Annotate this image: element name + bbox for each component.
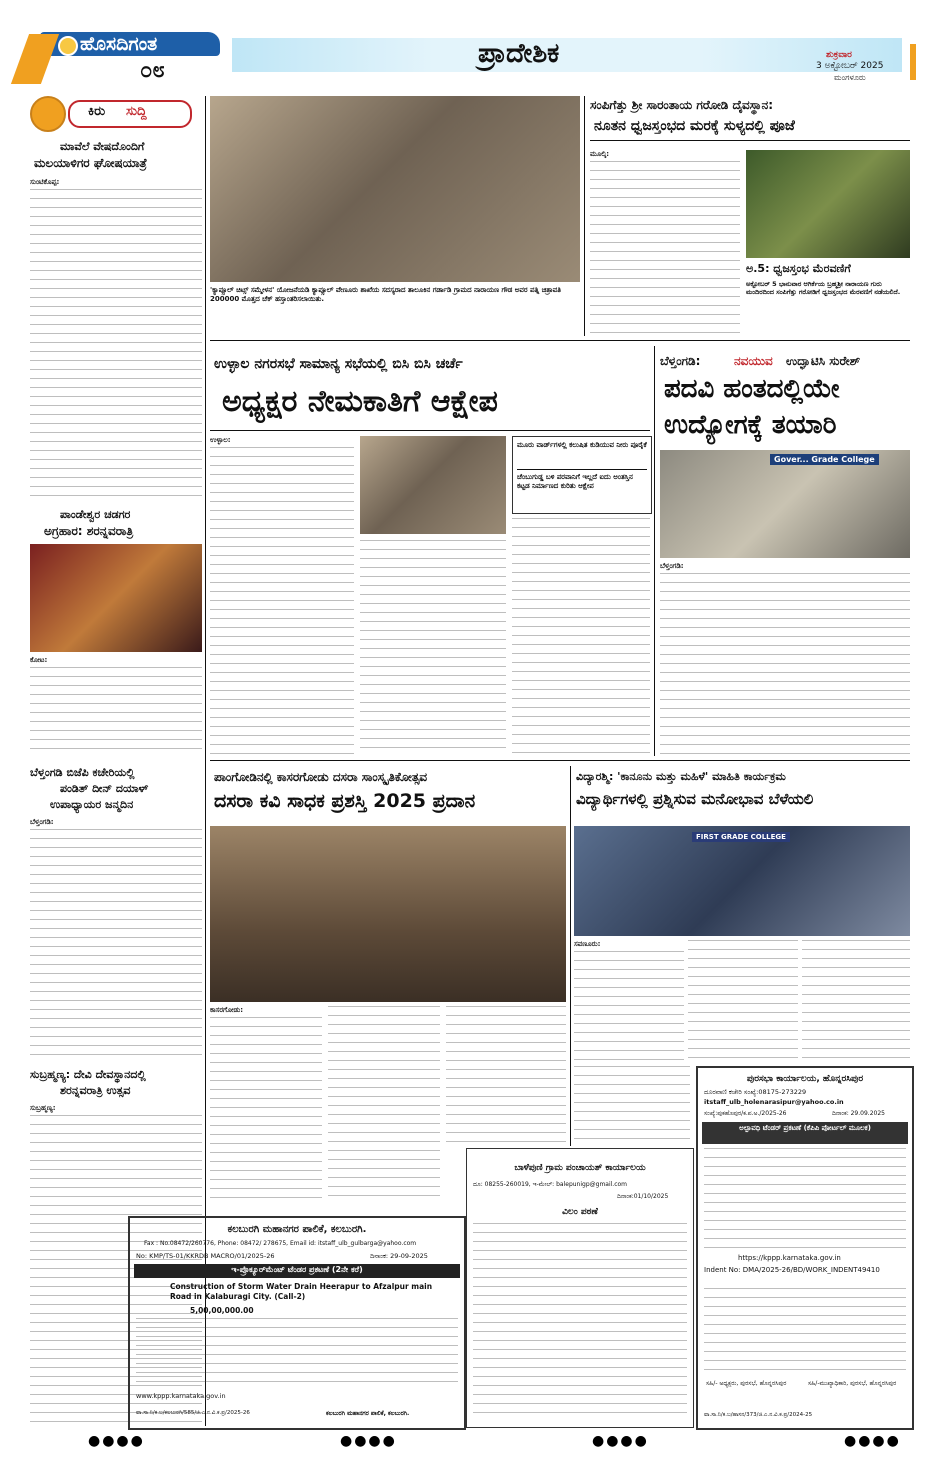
ad-honnalli-sign-right: ಸಹಿ/-ಮುಖ್ಯಾಧಿಕಾರಿ, ಪುರಸಭೆ, ಹೊನ್ನರಸಿಪುರ <box>808 1380 897 1387</box>
ullal-headline: ಅಧ್ಯಕ್ಷರ ನೇಮಕಾತಿಗೆ ಆಕ್ಷೇಪ <box>222 384 498 419</box>
footer-dots-3: ●●●● <box>592 1433 649 1449</box>
left-story3-dateline: ಬೆಳ್ತಂಗಡಿ: <box>30 818 54 826</box>
ad-honnalli-text-a <box>704 1148 906 1252</box>
kirusuddi-header <box>30 96 198 130</box>
ad-honnalli-date: ದಿನಾಂಕ: 29.09.2025 <box>832 1110 885 1117</box>
top-center-divider <box>584 96 585 336</box>
ad-honnalli-sign-left: ಸಹಿ/- ಅಧ್ಯಕ್ಷರು, ಪುರಸಭೆ, ಹೊನ್ನರಸಿಪುರ <box>706 1380 787 1387</box>
ad-kalaburagi-contact: Fax : No.08472/260776, Phone: 08472/ 278675, Email id: itstaff_ulb_gulbarga@yahoo.com <box>144 1240 417 1247</box>
left-story1-body <box>30 178 202 496</box>
ad-honnalli-title: ಪುರಸಭಾ ಕಾರ್ಯಾಲಯ, ಹೊನ್ನರಸಿಪುರ <box>746 1074 864 1084</box>
left-story1-title-l2: ಮಲಯಾಳಿಗರ ಘೋಷಯಾತ್ರೆ <box>34 156 148 170</box>
ullal-right-divider <box>654 346 655 756</box>
left-story2-text <box>30 667 202 756</box>
ullal-bullet-1: ಮೂರು ವಾರ್ಡ್‌ಗಳಲ್ಲಿ ಕಲುಷಿತ ಕುಡಿಯುವ ನೀರು ಪೂರೈಕೆ <box>517 441 647 449</box>
left-story1-title-l1: ಮಾವೆಲೆ ವೇಷದೊಂದಿಗೆ <box>60 140 145 153</box>
place-label: ಮಂಗಳೂರು <box>834 73 866 82</box>
logo-text: ಹೊಸದಿಗಂತ <box>80 33 158 55</box>
top-right-title-underline <box>590 140 910 141</box>
belthangady-photo-banner: Gover... Grade College <box>770 454 879 465</box>
ad-kalaburagi-text <box>136 1318 458 1390</box>
ullal-body-col3 <box>512 518 650 754</box>
belthangady-headline-l1: ಪದವಿ ಹಂತದಲ್ಲಿಯೇ <box>664 374 840 404</box>
masthead-side-bar <box>910 44 916 80</box>
left-story3-text <box>30 829 202 1056</box>
left-story2-photo <box>30 544 202 652</box>
dasara-body-col2 <box>328 1006 440 1202</box>
ad-honnalli-website: https://kppp.karnataka.gov.in <box>738 1254 841 1262</box>
left-story3-title-l2: ಪಂಡಿತ್ ದೀನ್ ದಯಾಳ್ <box>60 782 149 795</box>
left-story3-title-l3: ಉಪಾಧ್ಯಾಯರ ಜನ್ಮದಿನ <box>50 798 134 811</box>
ullal-bullet-2: ಚೆಂಬುಗುಡ್ಡ ಬಳಿ ಪರವಾನಿಗೆ ಇಲ್ಲದೆ ಐದು ಅಂತಸ್ತಿನ ಕಟ್ಟಡ ನಿರ್ಮಾಣದ ಕುರಿತು ಆಕ್ಷೇಪ <box>517 473 633 490</box>
vidyarthi-body-col1 <box>574 940 684 1062</box>
page-number: ೦೮ <box>140 58 165 83</box>
vidyarthi-kicker: ವಿದ್ಯಾರಶ್ಮಿ: 'ಕಾನೂನು ಮತ್ತು ಮಹಿಳೆ' ಮಾಹಿತಿ ಕಾರ್ಯಕ್ರಮ <box>576 770 786 783</box>
vidyarthi-photo <box>574 826 910 936</box>
row2-divider <box>210 760 910 761</box>
ad-kalaburagi-footer-ref: ವಾ.ಸಾ.ನಿ/ಕ.ಬ/ಕಲಬುರಗಿ/585/ಜಿ.ಎ.ನ.ವಿ.ಕ.ಪ್ರ/2025-26 <box>136 1410 250 1416</box>
top-right-text <box>590 161 740 336</box>
belthangady-kicker-a: ಬೆಳ್ತಂಗಡಿ: <box>660 354 701 368</box>
section-title: ಪ್ರಾದೇಶಿಕ <box>478 38 560 69</box>
ullal-body-col2 <box>360 540 506 754</box>
belthangady-photo <box>660 450 910 558</box>
ad-honnalli-email: itstaff_ulb_holenarasipur@yahoo.co.in <box>704 1098 844 1106</box>
dasara-body-col3 <box>446 1006 566 1142</box>
left-story1-dateline: ಸುಂಟಿಕೊಪ್ಪ: <box>30 178 60 186</box>
ad-panchayat-title: ಬಾಳೆಪುಣಿ ಗ್ರಾಮ ಪಂಚಾಯತ್ ಕಾರ್ಯಾಲಯ <box>514 1163 646 1173</box>
footer-dots-1: ●●●● <box>88 1433 145 1449</box>
vidyarthi-headline: ವಿದ್ಯಾರ್ಥಿಗಳಲ್ಲಿ ಪ್ರಶ್ನಿಸುವ ಮನೋಭಾವ ಬೆಳೆಯಲಿ <box>576 790 814 808</box>
left-story4-dateline: ಸುಬ್ರಹ್ಮಣ್ಯ: <box>30 1104 56 1112</box>
ad-panchayat-subtitle: ವಿಲಂ ಪಠಣೆ <box>562 1207 598 1217</box>
ullal-bullets <box>512 436 652 514</box>
top-center-caption: 'ಕ್ಯಾಪ್ಸೂಲ್ ಚಿಟ್ಸ್ ಸಮ್ಮೇಳನ' ಯೋಜನೆಯಡಿ ಕ್ಯಾಪ್ಸೂಲ್ ವೇಣೂರು ಶಾಖೆಯ ಸದಸ್ಯರಾದ ತಾಲೂಕಿನ ಗರ್ಡಾಡಿ ಗ್ರಾಮದ ನಾರಾಯಣ ಗೌಡ ಅವರ ಪತ್ನಿ ಚಿತ್ರಾವತಿ 200000 ಮೊತ್ತದ ಚೆಕ್ ಹಸ್ತಾಂತರಿಸಲಾಯಿತು. <box>210 286 562 303</box>
top-right-photo-caption-body: ಅಕ್ಟೋಬರ್ 5 ಭಾನುವಾರ ಆಗಿರ್ಕೆಯ ಬ್ರಹ್ಮಶ್ರೀ ನಾರಾಯಣ ಗುರು ಮಂದಿರದಿಂದ ಸಂಪಿಗೆತ್ತು ಗರೋಡಿಗೆ ಧ್ವಜಸ್ತಂಭದ ಮೆರವಣಿಗೆ ನಡೆಯಲಿದೆ. <box>746 280 901 296</box>
kirusuddi-label-b: ಸುದ್ದಿ <box>126 104 147 119</box>
ad-kalaburagi-ref: No: KMP/TS-01/KKRDB MACRO/01/2025-26 <box>136 1252 275 1260</box>
ad-honnalli-ref: ಸಂಖ್ಯೆ:ಪುಕಹೊಪುರ/ಕ.ಪ.ಅ./2025-26 <box>704 1110 787 1117</box>
ad-honnalli-indent: Indent No: DMA/2025-26/BD/WORK_INDENT49410 <box>704 1266 880 1274</box>
ad-kalaburagi-work: Construction of Storm Water Drain Heerapur to Afzalpur main Road in Kalaburagi City. (Call-2) <box>170 1282 433 1301</box>
ad-panchayat-contact: ದೂ: 08255-260019, ಇ-ಮೇಲ್: balepunigp@gmail.com <box>473 1181 628 1188</box>
ad-panchayat <box>466 1148 694 1428</box>
top-center-photo <box>210 96 580 282</box>
ad-panchayat-date: ದಿನಾಂಕ:01/10/2025 <box>617 1193 669 1200</box>
left-story2-body <box>30 656 202 756</box>
left-story4-title-l1: ಸುಬ್ರಹ್ಮಣ್ಯ: ದೇವಿ ದೇವಸ್ಥಾನದಲ್ಲಿ <box>30 1068 146 1081</box>
ad-panchayat-text <box>473 1223 687 1421</box>
ullal-bullet-divider <box>517 469 647 470</box>
ullal-dateline: ಉಳ್ಳಾಲ: <box>210 436 231 444</box>
vidyarthi-photo-banner: FIRST GRADE COLLEGE <box>692 832 790 842</box>
belthangady-body <box>660 562 910 756</box>
ullal-text-col1 <box>210 447 354 754</box>
vidyarthi-body-col2 <box>688 940 798 1062</box>
ad-honnalli-contact: ದೂರವಾಣಿ ಕಚೇರಿ ಸಂಖ್ಯೆ:08175-273229 <box>704 1088 807 1096</box>
vidyarthi-text-col1 <box>574 951 684 1062</box>
vidyarthi-continuation <box>574 1066 690 1142</box>
left-story4-title-l2: ಶರನ್ನವರಾತ್ರಿ ಉತ್ಸವ <box>60 1084 131 1097</box>
footer-dots-4: ●●●● <box>844 1433 901 1449</box>
left-story2-title-l2: ಅಗ್ರಹಾರ: ಶರನ್ನವರಾತ್ರಿ <box>44 524 134 538</box>
belthangady-text <box>660 573 910 756</box>
belthangady-kicker-c: ಉದ್ಘಾಟಿಸಿ ಸುರೇಶ್ <box>786 354 861 368</box>
belthangady-dateline: ಬೆಳ್ತಂಗಡಿ: <box>660 562 684 570</box>
ad-honnalli-footer-ref: ವಾ.ಸಾ.ನಿ/ಕ.ಬ/ಹಾಸನ/373/ಜಿ.ಎ.ನ.ವಿ.ಕ.ಪ್ರ/2024-25 <box>704 1412 813 1418</box>
dasara-dateline: ಕಾಸರಗೋಡು: <box>210 1006 244 1014</box>
vidyarthi-dateline: ಸವಣೂರು: <box>574 940 601 948</box>
dasara-body-col1 <box>210 1006 322 1202</box>
section-banner <box>232 38 902 72</box>
dasara-kicker: ಪಾಂಗೋಡಿನಲ್ಲಿ ಕಾಸರಗೋಡು ದಸರಾ ಸಾಂಸ್ಕೃತಿಕೋತ್ಸವ <box>214 770 428 784</box>
vidyarthi-body-col3 <box>802 940 910 1062</box>
ad-honnalli <box>696 1066 914 1430</box>
top-right-photo-caption-title: ಅ.5: ಧ್ವಜಸ್ತಂಭ ಮೆರವಣಿಗೆ <box>746 262 851 275</box>
masthead <box>0 0 945 90</box>
ad-kalaburagi-ref-date: ದಿನಾಂಕ: 29-09-2025 <box>370 1252 428 1260</box>
top-right-body <box>590 150 740 336</box>
logo-orange-stripe <box>11 34 59 84</box>
top-right-dateline: ಮೂಲ್ಕಿ: <box>590 150 610 158</box>
dasara-right-divider <box>570 766 571 1146</box>
ad-kalaburagi-signature: ಕಲಬುರಗಿ ಮಹಾನಗರ ಪಾಲಿಕೆ, ಕಲಬುರಗಿ. <box>326 1410 410 1417</box>
left-story3-title-l1: ಬೆಳ್ತಂಗಡಿ ಬಿಜೆಪಿ ಕಚೇರಿಯಲ್ಲಿ <box>30 766 135 779</box>
ad-honnalli-text-b <box>704 1288 906 1378</box>
kirusuddi-label-a: ಕಿರು <box>88 104 106 119</box>
day-label: ಶುಕ್ರವಾರ <box>826 50 852 60</box>
left-story1-text <box>30 189 202 496</box>
dasara-headline: ದಸರಾ ಕವಿ ಸಾಧಕ ಪ್ರಶಸ್ತಿ 2025 ಪ್ರದಾನ <box>214 790 476 812</box>
left-story2-dateline: ಕೋಟ: <box>30 656 48 664</box>
belthangady-kicker-b: ನವಯುವ <box>734 354 773 368</box>
row1-divider <box>210 340 910 341</box>
top-right-title-l1: ಸಂಪಿಗೆತ್ತು ಶ್ರೀ ಸಾರಂತಾಯ ಗರೋಡಿ ದೈವಸ್ಥಾನ: <box>590 98 774 112</box>
left-story2-title-l1: ಪಾಂಡೇಶ್ವರ ಚಡಗರ <box>60 508 131 521</box>
dasara-text-col1 <box>210 1017 322 1202</box>
ullal-kicker: ಉಳ್ಳಾಲ ನಗರಸಭೆ ಸಾಮಾನ್ಯ ಸಭೆಯಲ್ಲಿ ಬಿಸಿ ಬಿಸಿ ಚರ್ಚೆ <box>214 356 463 372</box>
top-right-photo <box>746 150 910 258</box>
date-label: 3 ಅಕ್ಟೋಬರ್ 2025 <box>816 61 884 71</box>
ad-kalaburagi-amount: 5,00,00,000.00 <box>190 1306 254 1315</box>
hand-icon <box>30 96 66 132</box>
ad-kalaburagi-subtitle: ಇ-ಪ್ರೊಕ್ಯೂರ್‌ಮೆಂಟ್ ಟೆಂಡರ ಪ್ರಕಟಣೆ (2ನೇ ಕರೆ) <box>231 1265 363 1274</box>
ad-kalaburagi-website: www.kppp.karnataka.gov.in <box>136 1392 226 1400</box>
dasara-photo <box>210 826 566 1002</box>
ullal-photo <box>360 436 506 534</box>
sun-icon <box>58 36 78 56</box>
ad-honnalli-subtitle: ಅಲ್ಪಾವಧಿ ಟೆಂಡರ್ ಪ್ರಕಟಣೆ (ಕೆಪಿಪಿ ಪೋರ್ಟಲ್ ಮೂಲಕ) <box>739 1124 871 1132</box>
ad-kalaburagi <box>128 1216 466 1430</box>
top-right-title-l2: ನೂತನ ಧ್ವಜಸ್ತಂಭದ ಮರಕ್ಕೆ ಸುಳ್ಯದಲ್ಲಿ ಪೂಜೆ <box>594 118 795 134</box>
ullal-headline-rule <box>210 430 650 431</box>
footer-dots-2: ●●●● <box>340 1433 397 1449</box>
left-story3-body <box>30 818 202 1056</box>
ad-kalaburagi-title: ಕಲಬುರಗಿ ಮಹಾನಗರ ಪಾಲಿಕೆ, ಕಲಬುರಗಿ. <box>227 1224 367 1235</box>
belthangady-headline-l2: ಉದ್ಯೋಗಕ್ಕೆ ತಯಾರಿ <box>664 410 837 440</box>
ullal-body-col1 <box>210 436 354 754</box>
